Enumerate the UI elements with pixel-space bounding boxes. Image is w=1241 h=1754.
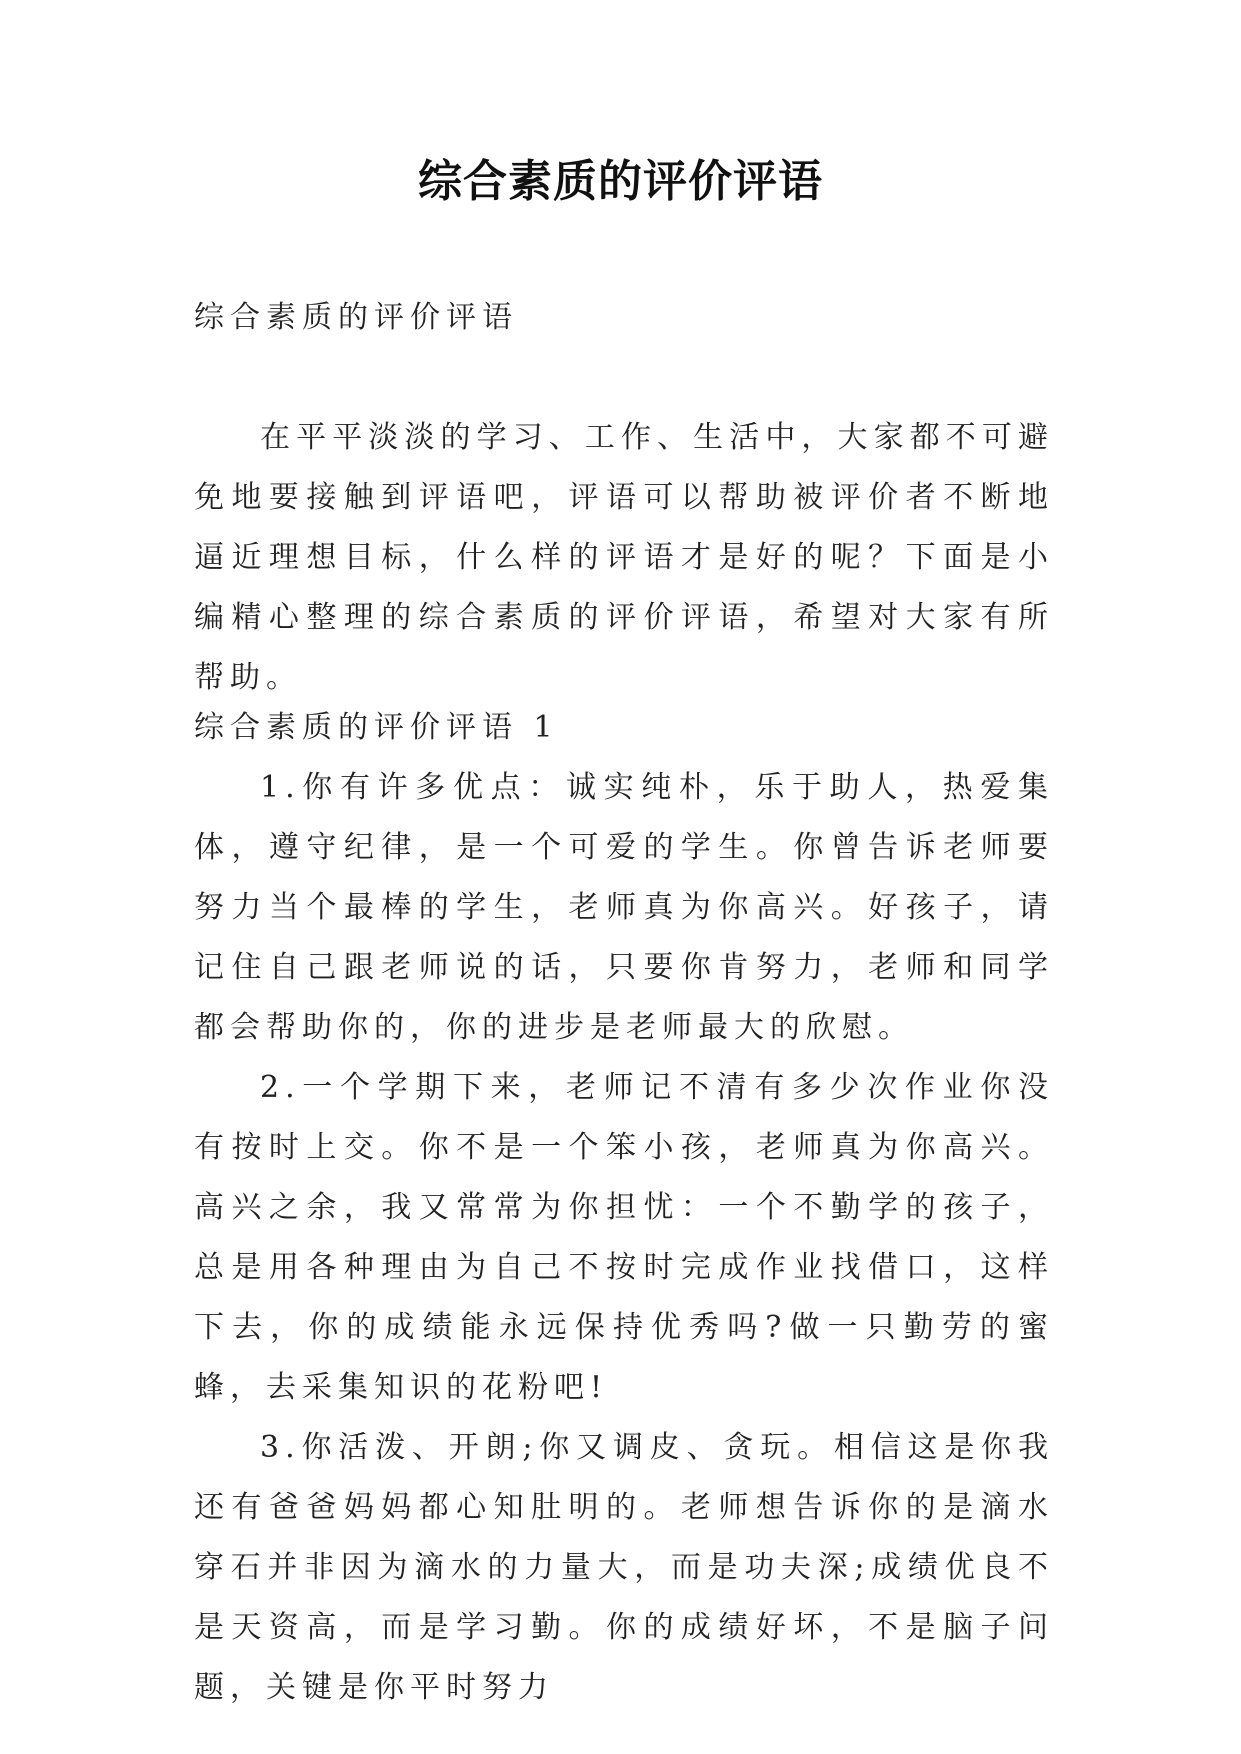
comment-item: 1.你有许多优点：诚实纯朴，乐于助人，热爱集体，遵守纪律，是一个可爱的学生。你曾告诉老师要努力当个最棒的学生，老师真为你高兴。好孩子，请记住自己跟老师说的话，只要你肯努力，老师和同学都会帮助你的，你的进步是老师最大的欣慰。 xyxy=(194,770,1054,1045)
comment-item: 2.一个学期下来，老师记不清有多少次作业你没有按时上交。你不是一个笨小孩，老师真为你高兴。高兴之余，我又常常为你担忧：一个不勤学的孩子，总是用各种理由为自己不按时完成作业找借口，这样下去，你的成绩能永远保持优秀吗?做一只勤劳的蜜蜂，去采集知识的花粉吧! xyxy=(194,1070,1054,1405)
intro-paragraph: 在平平淡淡的学习、工作、生活中，大家都不可避免地要接触到评语吧，评语可以帮助被评价者不断地逼近理想目标，什么样的评语才是好的呢？下面是小编精心整理的综合素质的评价评语，希望对大家有所帮助。 xyxy=(194,420,1054,695)
section-heading: 综合素质的评价评语 1 xyxy=(194,710,559,745)
document-subtitle: 综合素质的评价评语 xyxy=(194,300,518,335)
comment-list xyxy=(194,758,1054,1718)
comment-item: 3.你活泼、开朗;你又调皮、贪玩。相信这是你我还有爸爸妈妈都心知肚明的。老师想告诉你的是滴水穿石并非因为滴水的力量大，而是功夫深;成绩优良不是天资高，而是学习勤。你的成绩好坏，不是脑子问题，关键是你平时努力 xyxy=(194,1430,1054,1705)
document-title: 综合素质的评价评语 xyxy=(418,156,823,207)
